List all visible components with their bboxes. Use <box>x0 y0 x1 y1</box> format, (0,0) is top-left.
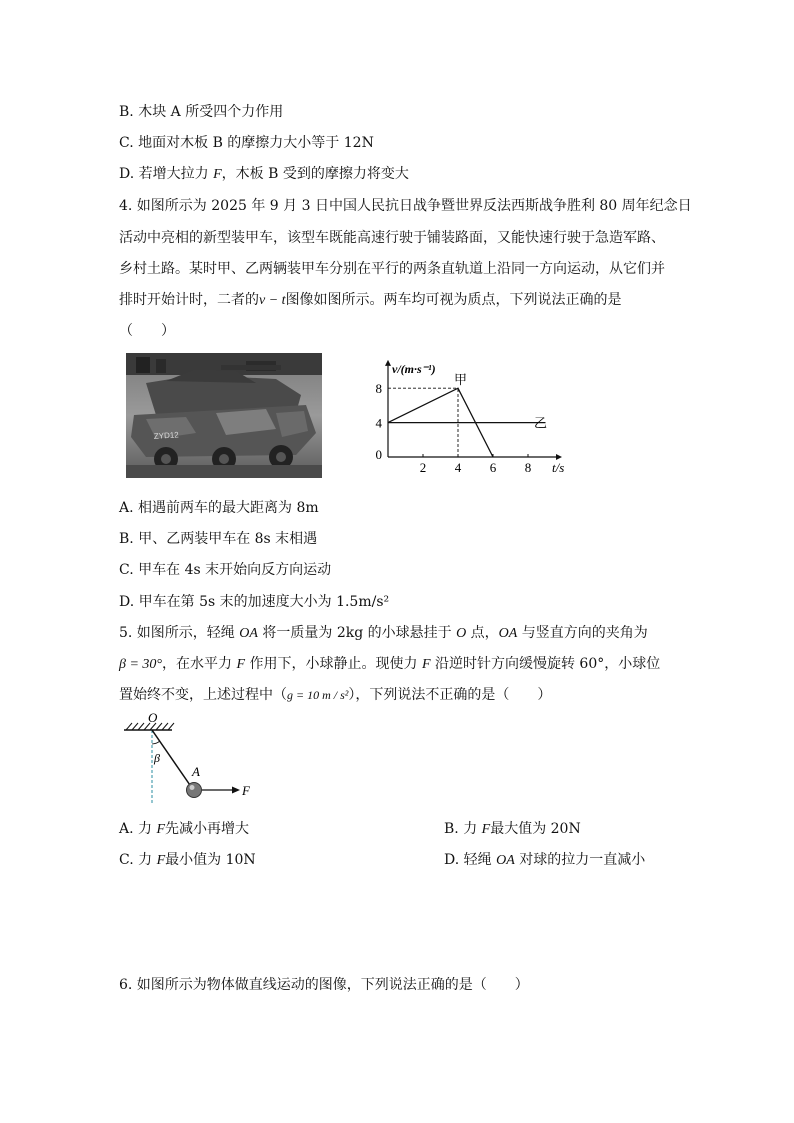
x-axis-label: t/s <box>552 460 565 475</box>
vehicle-plate: ZYD12 <box>153 430 179 441</box>
q5-option-a: A. 力 F先减小再增大 <box>119 821 250 837</box>
series-label-jia: 甲 <box>454 373 468 389</box>
q3-option-d: D. 若增大拉力 F，木板 B 受到的摩擦力将变大 <box>119 166 409 182</box>
y-tick-label-4: 4 <box>375 415 382 431</box>
q5-option-d: D. 轻绳 OA 对球的拉力一直减小 <box>444 852 646 868</box>
q5-stem-line1: 5. 如图所示，轻绳 OA 将一质量为 2kg 的小球悬挂于 O 点，OA 与竖直方向的夹角为 <box>119 625 648 641</box>
q4-option-d: D. 甲车在第 5s 末的加速度大小为 1.5m/s² <box>119 594 390 610</box>
pendulum-figure <box>120 708 270 808</box>
q5-stem-line3: 置始终不变，上述过程中（g = 10 m / s²），下列说法不正确的是（ ） <box>119 687 552 703</box>
q3-option-c: C. 地面对木板 B 的摩擦力大小等于 12N <box>119 135 374 151</box>
y-tick-label-0: 0 <box>375 447 382 462</box>
armored-vehicle-photo <box>126 353 322 478</box>
q5-stem-line2: β = 30°，在水平力 F 作用下，小球静止。现使力 F 沿逆时针方向缓慢旋转 60°，小球位 <box>119 656 661 672</box>
series-label-yi: 乙 <box>534 416 548 432</box>
q4-option-b: B. 甲、乙两装甲车在 8s 末相遇 <box>119 531 318 547</box>
q3-option-b: B. 木块 A 所受四个力作用 <box>119 104 284 120</box>
x-tick-label-8: 8 <box>524 460 532 475</box>
x-tick-label-4: 4 <box>454 460 462 475</box>
label-a: A <box>192 764 200 779</box>
label-f: F <box>242 783 250 798</box>
q6-stem-line1: 6. 如图所示为物体做直线运动的图像，下列说法正确的是（ ） <box>119 977 529 993</box>
x-tick-label-6: 6 <box>489 460 497 475</box>
q4-stem-line2: 活动中亮相的新型装甲车，该型车既能高速行驶于铺装路面，又能快速行驶于急造军路、 <box>119 230 665 246</box>
q4-stem-line1: 4. 如图所示为 2025 年 9 月 3 日中国人民抗日战争暨世界反法西斯战争胜利 80 周年纪念日 <box>119 198 692 214</box>
y-tick-label-8: 8 <box>375 381 382 397</box>
x-tick-label-2: 2 <box>419 460 427 475</box>
vt-chart <box>362 360 577 478</box>
q4-option-a: A. 相遇前两车的最大距离为 8m <box>119 500 319 516</box>
y-axis-arrow <box>385 360 391 366</box>
y-axis-label: v/(m·s⁻¹) <box>392 362 436 376</box>
q5-option-c: C. 力 F最小值为 10N <box>119 852 256 868</box>
q4-option-c: C. 甲车在 4s 末开始向反方向运动 <box>119 562 332 578</box>
q5-option-b: B. 力 F最大值为 20N <box>444 821 581 837</box>
q4-stem-line3: 乡村土路。某时甲、乙两辆装甲车分别在平行的两条直轨道上沿同一方向运动，从它们并 <box>119 261 665 277</box>
q4-stem-line4: 排时开始计时，二者的v − t图像如图所示。两车均可视为质点，下列说法正确的是 <box>119 292 622 308</box>
q4-answer-bracket: （ ） <box>119 323 175 339</box>
label-beta: β <box>154 751 160 765</box>
label-o: O <box>148 710 158 725</box>
